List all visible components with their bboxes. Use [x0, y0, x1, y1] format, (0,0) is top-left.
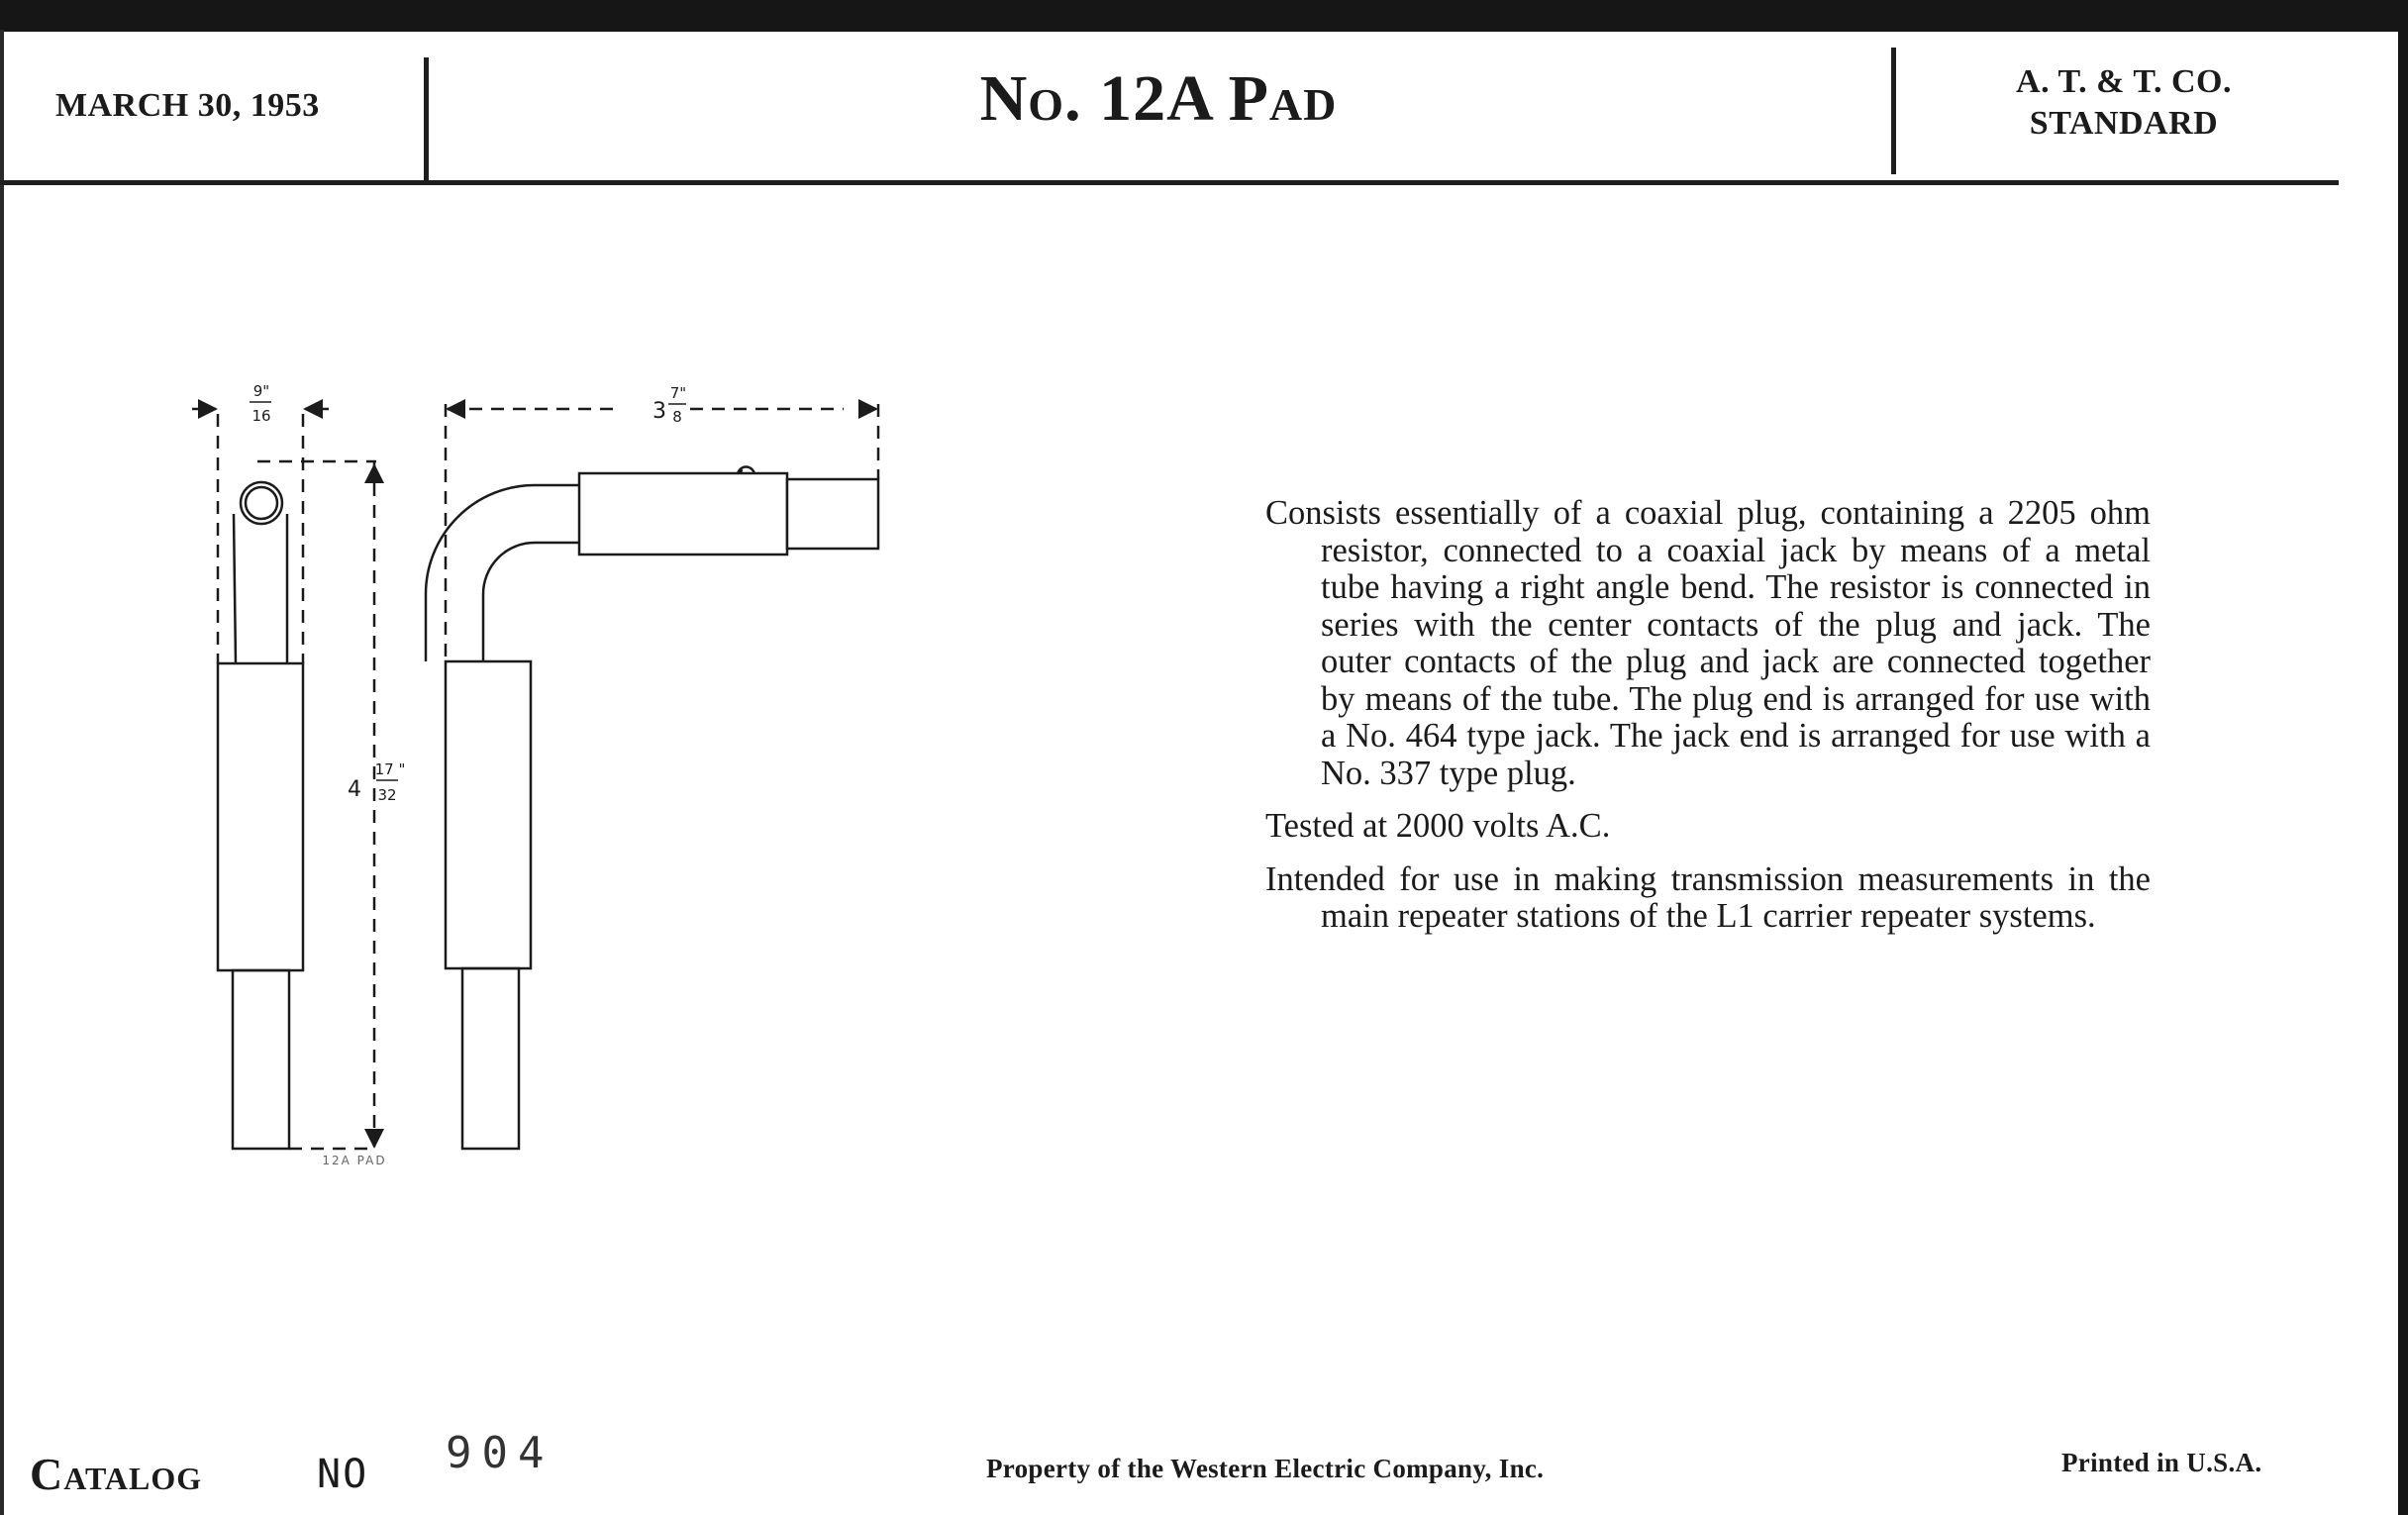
svg-text:9": 9": [252, 382, 270, 400]
issue-date: MARCH 30, 1953: [55, 87, 320, 124]
standard-label: [1896, 61, 2352, 145]
svg-text:3: 3: [652, 399, 666, 424]
description-paragraph-3: Intended for use in making transmission measurements in the main repeater stations of the L1 carrier repeater systems.: [1265, 859, 2151, 935]
catalog-no-label: NO: [317, 1452, 369, 1497]
svg-text:17 ": 17 ": [374, 760, 406, 778]
svg-text:4: 4: [348, 777, 361, 802]
standard-line-1: A. T. & T. CO.: [2016, 63, 2232, 100]
svg-text:8: 8: [672, 408, 682, 426]
printed-notice: Printed in U.S.A.: [2061, 1448, 2262, 1477]
angle-view: [426, 404, 878, 1149]
side-label: 12A PAD: [322, 1154, 387, 1167]
header-rule: [0, 180, 2339, 185]
pad-drawing: [178, 376, 1168, 1168]
card-left-edge: [0, 30, 4, 1515]
svg-text:32: 32: [377, 786, 397, 804]
catalog-number: 904: [446, 1428, 554, 1478]
description: [1265, 495, 2151, 952]
scan-border-right: [2398, 0, 2408, 1515]
description-paragraph-1: Consists essentially of a coaxial plug, containing a 2205 ohm resistor, connected to a coaxial jack by means of a metal tube having a right angle bend. The resistor is connected in series with the center contacts of the plug and jack. The outer contacts of the plug and jack are connected together by means of the tube. The plug end is arranged for use with a No. 464 type jack. The jack end is arranged for use with a No. 337 type plug.: [1265, 494, 2151, 792]
length-dimension-label: [652, 384, 686, 426]
width-dimension-label: [250, 382, 271, 425]
catalog-label: Catalog: [30, 1449, 203, 1499]
page-title: No. 12A Pad: [979, 62, 1338, 135]
property-notice: Property of the Western Electric Company, Inc.: [986, 1454, 1545, 1483]
description-paragraph-2: Tested at 2000 volts A.C.: [1265, 807, 1611, 845]
scan-border-top: [0, 0, 2408, 32]
height-dimension-label: [348, 760, 405, 804]
svg-text:16: 16: [251, 407, 271, 425]
standard-line-2: STANDARD: [2029, 105, 2219, 142]
svg-text:7": 7": [669, 384, 687, 402]
